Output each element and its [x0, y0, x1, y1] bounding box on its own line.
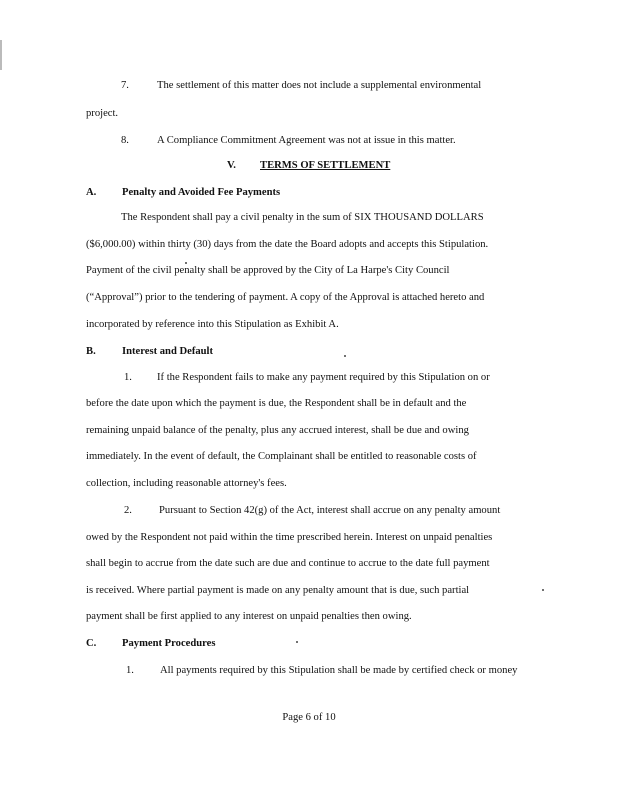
- scan-speck: [185, 262, 187, 264]
- scan-edge-mark: [0, 40, 2, 70]
- section-a-line-3: Payment of the civil penalty shall be approved by the City of La Harpe's City Council: [86, 265, 450, 276]
- section-b-item-1-line-4: immediately. In the event of default, the Complainant shall be entitled to reasonable costs of: [86, 451, 477, 462]
- section-a-letter: A.: [86, 187, 97, 198]
- para-8-text: A Compliance Commitment Agreement was not at issue in this matter.: [157, 135, 456, 146]
- scan-speck: [542, 589, 544, 591]
- section-a-line-5: incorporated by reference into this Stipulation as Exhibit A.: [86, 319, 339, 330]
- section-c-title: Payment Procedures: [122, 638, 216, 649]
- section-b-item-1-line-2: before the date upon which the payment is due, the Respondent shall be in default and the: [86, 398, 467, 409]
- section-a-line-1: The Respondent shall pay a civil penalty in the sum of SIX THOUSAND DOLLARS: [121, 212, 484, 223]
- scan-speck: [296, 641, 298, 643]
- para-7-number: 7.: [121, 80, 129, 91]
- section-b-item-2-line-3: shall begin to accrue from the date such are due and continue to accrue to the date full payment: [86, 558, 490, 569]
- scan-speck: [344, 355, 346, 357]
- section-b-item-2-line-5: payment shall be first applied to any interest on unpaid penalties then owing.: [86, 611, 412, 622]
- section-a-line-4: (“Approval”) prior to the tendering of payment. A copy of the Approval is attached hereto and: [86, 292, 485, 303]
- para-8-number: 8.: [121, 135, 129, 146]
- section-c-item-1-line: All payments required by this Stipulation shall be made by certified check or money: [160, 665, 518, 676]
- section-b-item-2-line-4: is received. Where partial payment is made on any penalty amount that is due, such partial: [86, 585, 470, 596]
- section-b-title: Interest and Default: [122, 346, 214, 357]
- section-a-line-2: ($6,000.00) within thirty (30) days from the date the Board adopts and accepts this Stipulation.: [86, 239, 489, 250]
- section-a-title: Penalty and Avoided Fee Payments: [122, 187, 281, 198]
- section-b-item-1-line-1: If the Respondent fails to make any payment required by this Stipulation on or: [157, 372, 490, 383]
- section-b-item-1-line-3: remaining unpaid balance of the penalty, plus any accrued interest, shall be due and owing: [86, 425, 469, 436]
- section-b-item-1-line-5: collection, including reasonable attorney's fees.: [86, 478, 287, 489]
- section-numeral: V.: [227, 160, 236, 171]
- section-b-item-2-number: 2.: [124, 505, 132, 516]
- section-b-letter: B.: [86, 346, 96, 357]
- section-b-item-2-line-1: Pursuant to Section 42(g) of the Act, interest shall accrue on any penalty amount: [159, 505, 501, 516]
- section-c-letter: C.: [86, 638, 97, 649]
- section-b-item-2-line-2: owed by the Respondent not paid within the time prescribed herein. Interest on unpaid penalties: [86, 532, 493, 543]
- section-c-item-1-number: 1.: [126, 665, 134, 676]
- section-title: TERMS OF SETTLEMENT: [260, 160, 391, 171]
- para-7-line-2: project.: [86, 108, 119, 119]
- page-number-footer: Page 6 of 10: [282, 712, 336, 723]
- section-b-item-1-number: 1.: [124, 372, 132, 383]
- para-7-line-1: The settlement of this matter does not include a supplemental environmental: [157, 80, 482, 91]
